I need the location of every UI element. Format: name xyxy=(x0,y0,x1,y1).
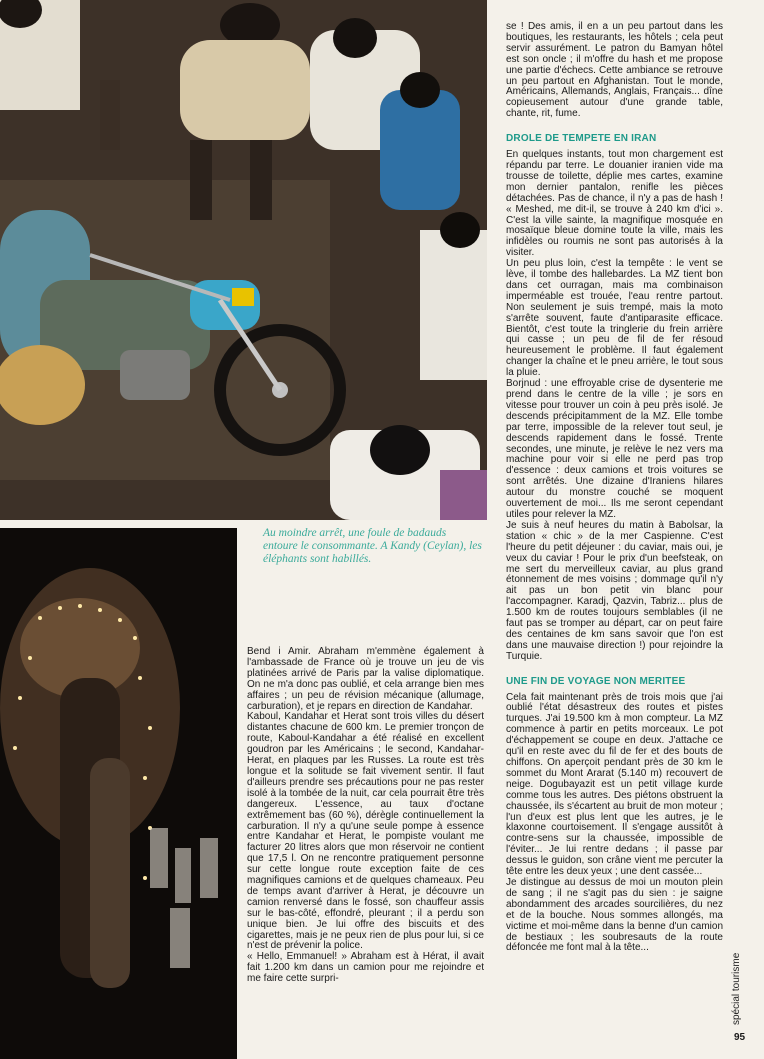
magazine-section-label: spécial tourisme xyxy=(731,952,742,1025)
paragraph: Bend i Amir. Abraham m'emmène également à l'ambassade de France où je trouve un jeu de vis platinées arrivé de Paris par la valise diplomatique. On ne m'a donc pas oublié, et cela arrange bien mes affaires ; un peu de révision mécanique (allumage, carburation), et je repars en direction de Kandahar. xyxy=(247,646,484,712)
elephant-photo xyxy=(0,528,237,1059)
paragraph: Je suis à neuf heures du matin à Babolsar, la station « chic » de la mer Caspienne. C'est l'heure du petit déjeuner : du caviar, mais oui, je veux du caviar ! Pour le prix d'un beefsteak, on me sert du merveilleux caviar, au plus grand étonnement de mes voisins ; dommage qu'il n'y ait pas un bon petit vin blanc pour l'accompagner. Karadj, Qazvin, Tabriz... plus de 1.500 km de routes toujours semblables (il ne faut pas se tromper au départ, car on peut faire des centaines de km sans savoir que l'on est dans une mauvaise direction !) pour rejoindre la Turquie. xyxy=(506,519,723,662)
paragraph: « Hello, Emmanuel! » Abraham est à Hérat, il avait fait 1.200 km dans un camion pour me rejoindre et me faire cette surpri- xyxy=(247,951,484,985)
article-column-right xyxy=(506,22,723,954)
paragraph: En quelques instants, tout mon chargement est répandu par terre. Le douanier iranien vide ma trousse de toilette, déplie mes cartes, examine mon dernier pantalon, renifle les pièces détachées. Pas de chance, il n'y a pas de hash ! « Meshed, me dit-il, se trouve à 240 km d'ici ». C'est la ville sainte, la magnifique mosquée en mosaïque bleue domine toute la ville, mais les infidèles ou roumis ne sont pas autorisés à la visiter. xyxy=(506,149,723,259)
page-number: 95 xyxy=(734,1032,746,1043)
photo-caption: Au moindre arrêt, une foule de badauds entoure le consommante. A Kandy (Ceylan), les éléphants sont habillés. xyxy=(263,527,482,565)
paragraph: Kaboul, Kandahar et Herat sont trois villes du désert distantes chacune de 600 km. Le premier tronçon de route, Kaboul-Kandahar a été réalisé en excellent goudron par les Américains ; le second, Kandahar-Herat, en plaques par les Russes. La route est très longue et la solitude se fait vivement sentir. Il faut d'ailleurs prendre ses précautions pour ne pas rester isolé à la tombée de la nuit, car cela pourrait être très dangereux. L'essence, au taux d'octane extrêmement bas (60 %), dérègle continuellement la carburation. Il n'y a qu'une seule pompe à essence entre Kandahar et Herat, le pompiste voulant me facturer 20 litres alors que mon réservoir ne contient que 17,5 l. On ne rencontre pratiquement personne sur cette longue route exception faite de ces magnifiques camions et de quelques chameaux. Peu de temps avant d'arriver à Herat, je découvre un camion renversé dans le fossé, son chauffeur assis sur le bas-côté, effondré, pleurant ; il a perdu son unique bien. Je lui offre des biscuits et des cigarettes, mais je ne peux rien de plus pour lui, si ce n'est de prévenir la police. xyxy=(247,711,484,952)
paragraph: Cela fait maintenant près de trois mois que j'ai oublié l'état désastreux des routes et pistes turques. J'ai 19.500 km à mon compteur. La MZ commence à partir en petits morceaux. Le pot d'échappement se coupe en deux. J'attache ce qu'il en reste avec du fil de fer et des bouts de chiffons. On aperçoit pendant près de 30 km le sommet du Mont Ararat (5.140 m) recouvert de neige. Dogubayazit est un petit village kurde comme tous les autres. Des piétons obstruent la chaussée, ils s'écartent au bruit de mon moteur ; l'un d'eux est plus lent que les autres, je le klaxonne courtoisement. Il s'engage aussitôt à contre-sens sur la chaussée, impossible de l'éviter... Je lui rentre dedans ; il passe par dessus le guidon, son crâne vient me percuter la tête entre les deux yeux ; une dent cassée... xyxy=(506,691,723,878)
elephant-illustration xyxy=(0,528,237,1059)
paragraph: se ! Des amis, il en a un peu partout dans les boutiques, les restaurants, les hôtels ; cela peut servir assurément. Le patron du Bamyan hôtel est son oncle ; il m'offre du hash et me propose une partie d'échecs. Cette ambiance se retrouve un peu partout en Afghanistan. Tout le monde, Américains, Allemands, Anglais, Français... dîne copieusement autour d'une grande table, chante, rit, fume. xyxy=(506,21,723,120)
paragraph: Borjnud : une effroyable crise de dysenterie me prend dans le centre de la ville ; je sors en vitesse pour trouver un coin à peu près isolé. Je descends précipitamment de la MZ. Elle tombe par terre, impossible de la relever tout seul, je descends rapidement dans le fossé. Trente secondes, une minute, je relève le nez vers ma machine pour voir si elle ne perd pas trop d'essence : deux camions et trois voitures se sont arrêtés. Une dizaine d'Iraniens hilares autour du monstre couché se moquent ouvertement de moi... Ils me seront cependant utiles pour relever la MZ. xyxy=(506,378,723,520)
article-column-middle xyxy=(247,647,484,985)
section-heading-iran: DROLE DE TEMPETE EN IRAN xyxy=(506,133,657,145)
paragraph: Un peu plus loin, c'est la tempête : le vent se lève, il tombe des hallebardes. La MZ tient bon dans cet ourragan, mais ma combinaison imperméable est trouée, l'eau rentre partout. Non seulement je suis trempé, mais la moto s'arrête souvent, faute d'antiparasite efficace. Bientôt, c'est toute la tringlerie du frein arrière qui casse ; un peu de fil de fer résoud heureusement le problème. Il faut également changer la chaîne et le pneu arrière, le tout sous la pluie. xyxy=(506,258,723,379)
crowd-motorcycle-illustration xyxy=(0,0,487,520)
crowd-motorcycle-photo xyxy=(0,0,487,520)
section-heading-fin-voyage: UNE FIN DE VOYAGE NON MERITEE xyxy=(506,675,686,687)
paragraph: Je distingue au dessus de moi un mouton plein de sang ; il ne s'agit pas du sien : je saigne abondamment des arcades sourcilières, du nez et de la bouche. Nous sommes allongés, ma victime et moi-même dans la benne d'un camion de bestiaux ; les soubresauts de la route défoncée me font mal à la tête... xyxy=(506,876,723,954)
